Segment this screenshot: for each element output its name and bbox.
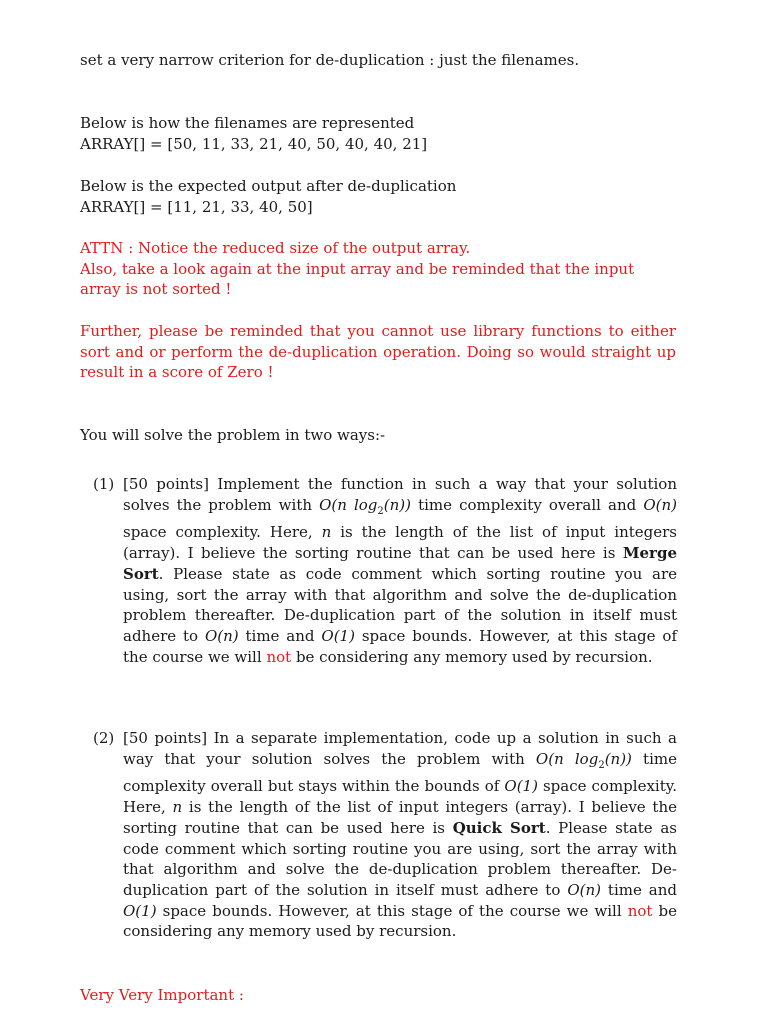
attn-block <box>80 238 676 300</box>
output-array: ARRAY[] = [11, 21, 33, 40, 50] <box>80 197 313 216</box>
input-block <box>80 113 676 154</box>
item-2-body: [50 points] In a separate implementation, code up a solution in such a way that your solution solves the problem with O(n $\log_2(n)$) time complexity overall but stays within the bounds of O(1) space complexity. Here, n is the length of the list of input integers (array). I believe the sorting routine that can be used here is Quick Sort. Please state as code comment which sorting routine you are using, sort the array with that algorithm and solve the de-duplication problem thereafter. De-duplication part of the solution in itself must adhere to O(n) time and O(1) space bounds. However, at this stage of the course we will not be considering any memory used by recursion. <box>123 729 677 941</box>
input-caption: Below is how the filenames are represented <box>80 114 415 132</box>
output-caption: Below is the expected output after de-duplication <box>80 177 457 195</box>
input-array: ARRAY[] = [50, 11, 33, 21, 40, 50, 40, 40, 21] <box>80 134 428 153</box>
list-item-1 <box>93 474 677 667</box>
output-block <box>80 176 676 217</box>
attn-line-1: ATTN : Notice the reduced size of the output array. <box>80 239 471 257</box>
ways-intro: You will solve the problem in two ways:- <box>80 426 386 444</box>
attn-line-2: Also, take a look again at the input array and be reminded that the input array is not sorted ! <box>80 259 635 299</box>
item-1-number: (1) <box>93 475 115 493</box>
warning-text: Further, please be reminded that you cannot use library functions to either sort and or perform the de-duplication operation. Doing so would straight up result in a score of Zero ! <box>80 322 676 382</box>
merge-sort-label: Merge Sort <box>123 544 677 583</box>
item-1-body: [50 points] Implement the function in such a way that your solution solves the problem with O(n $\log_2(n)$) time complexity overall and O(n) space complexity. Here, n is the length of the list of input integers (array). I believe the sorting routine that can be used here is Merge Sort. Please state as code comment which sorting routine you are using, sort the array with that algorithm and solve the de-duplication problem thereafter. De-duplication part of the solution in itself must adhere to O(n) time and O(1) space bounds. However, at this stage of the course we will not be considering any memory used by recursion. <box>123 475 678 666</box>
quick-sort-label: Quick Sort <box>452 818 546 837</box>
intro-text: set a very narrow criterion for de-duplication : just the filenames. <box>80 51 580 69</box>
item-2-number: (2) <box>93 729 115 747</box>
footer-important: Very Very Important : <box>80 986 244 1004</box>
list-item-2 <box>93 728 677 942</box>
